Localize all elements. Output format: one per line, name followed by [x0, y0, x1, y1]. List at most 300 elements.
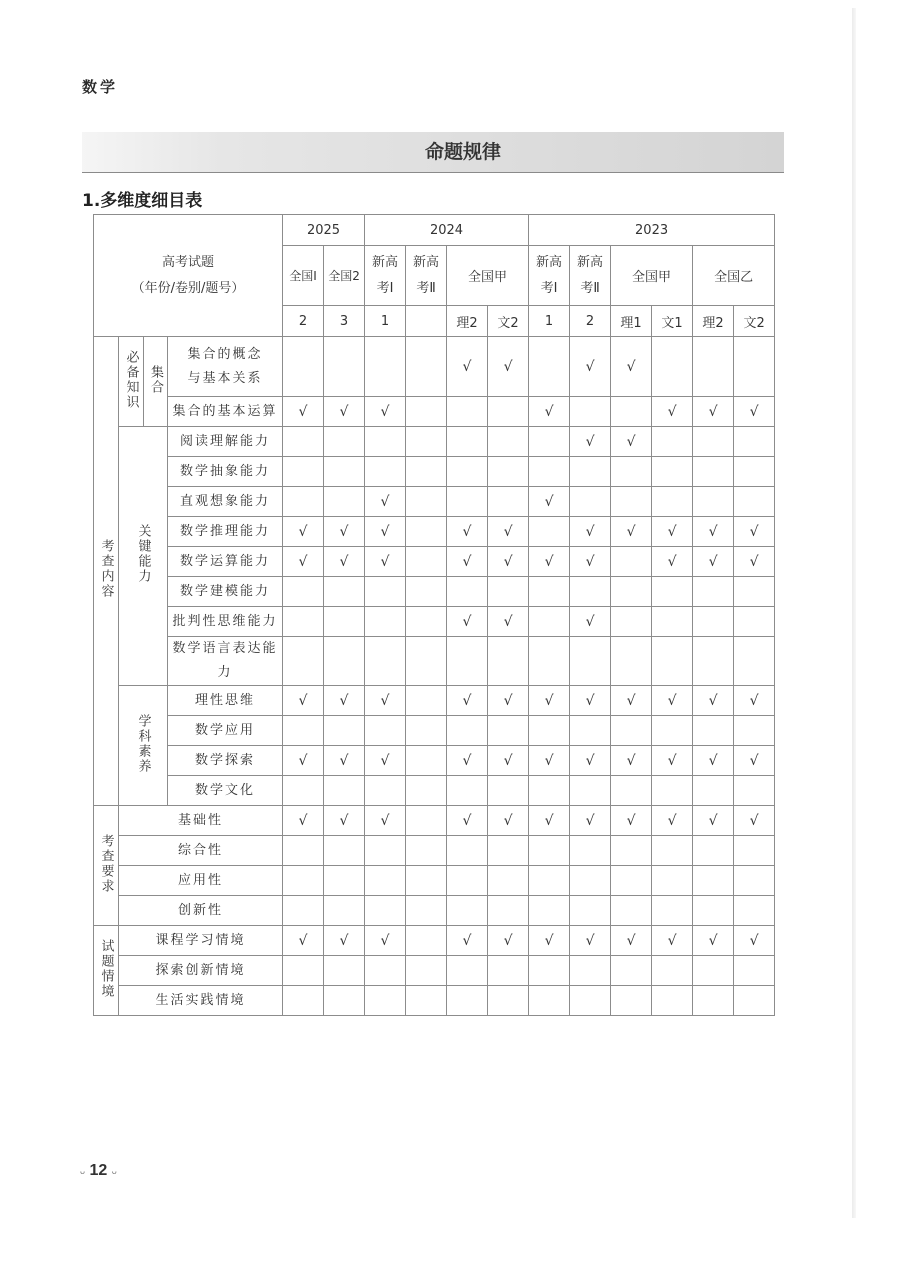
table-row — [94, 547, 775, 577]
subgroup-label-literacy: 学科素养 — [119, 686, 168, 806]
check-cell — [611, 986, 652, 1016]
check-mark: √ — [585, 613, 595, 630]
row-label: 集合的基本运算 — [168, 397, 283, 427]
check-cell — [734, 806, 775, 836]
check-mark: √ — [544, 553, 554, 570]
row-label: 创新性 — [119, 896, 283, 926]
check-cell — [447, 836, 488, 866]
check-mark: √ — [503, 692, 513, 709]
check-mark: √ — [339, 553, 349, 570]
check-mark: √ — [585, 523, 595, 540]
check-mark: √ — [339, 752, 349, 769]
check-mark: √ — [298, 523, 308, 540]
check-cell — [529, 637, 570, 686]
table-row — [94, 457, 775, 487]
check-cell — [488, 337, 529, 397]
check-cell — [365, 716, 406, 746]
check-cell — [447, 427, 488, 457]
check-cell — [283, 487, 324, 517]
check-cell — [529, 517, 570, 547]
table-row — [94, 746, 775, 776]
check-mark: √ — [585, 358, 595, 375]
check-cell — [693, 746, 734, 776]
check-mark: √ — [667, 523, 677, 540]
paper-header: 全国乙 — [693, 246, 775, 306]
table-row — [94, 337, 775, 397]
question-number: 3 — [324, 306, 365, 337]
check-cell — [734, 637, 775, 686]
row-label: 探索创新情境 — [119, 956, 283, 986]
check-cell — [488, 577, 529, 607]
row-label: 数学探索 — [168, 746, 283, 776]
check-cell — [324, 896, 365, 926]
check-cell — [734, 337, 775, 397]
table-row — [94, 686, 775, 716]
check-cell — [488, 716, 529, 746]
check-cell — [529, 776, 570, 806]
check-cell — [652, 457, 693, 487]
check-cell — [529, 806, 570, 836]
table-row — [94, 806, 775, 836]
row-label: 直观想象能力 — [168, 487, 283, 517]
check-cell — [406, 896, 447, 926]
check-cell — [365, 806, 406, 836]
check-mark: √ — [749, 553, 759, 570]
check-cell — [652, 577, 693, 607]
check-mark: √ — [708, 752, 718, 769]
check-mark: √ — [708, 553, 718, 570]
check-cell — [365, 896, 406, 926]
check-cell — [734, 896, 775, 926]
check-cell — [488, 397, 529, 427]
check-cell — [406, 457, 447, 487]
table-row — [94, 866, 775, 896]
check-cell — [570, 986, 611, 1016]
check-cell — [283, 427, 324, 457]
check-cell — [324, 836, 365, 866]
year-header: 2025 — [283, 215, 365, 246]
check-cell — [611, 896, 652, 926]
check-cell — [488, 686, 529, 716]
check-cell — [447, 577, 488, 607]
check-cell — [488, 547, 529, 577]
check-mark: √ — [298, 553, 308, 570]
row-label: 综合性 — [119, 836, 283, 866]
check-cell — [611, 337, 652, 397]
check-mark: √ — [503, 358, 513, 375]
check-mark: √ — [626, 752, 636, 769]
check-cell — [611, 686, 652, 716]
check-cell — [406, 986, 447, 1016]
check-cell — [734, 517, 775, 547]
check-cell — [734, 427, 775, 457]
check-cell — [406, 517, 447, 547]
check-cell — [529, 686, 570, 716]
table-row — [94, 956, 775, 986]
check-mark: √ — [749, 752, 759, 769]
table-row — [94, 986, 775, 1016]
check-cell — [324, 487, 365, 517]
banner-title: 命题规律 — [424, 141, 501, 163]
check-mark: √ — [667, 752, 677, 769]
check-cell — [570, 686, 611, 716]
check-cell — [652, 836, 693, 866]
check-mark: √ — [503, 932, 513, 949]
paper-header: 新高 考Ⅱ — [406, 246, 447, 306]
check-cell — [529, 896, 570, 926]
check-cell — [693, 337, 734, 397]
row-label: 数学抽象能力 — [168, 457, 283, 487]
check-cell — [365, 337, 406, 397]
check-cell — [529, 337, 570, 397]
check-mark: √ — [667, 553, 677, 570]
check-cell — [324, 517, 365, 547]
check-cell — [365, 866, 406, 896]
check-cell — [611, 487, 652, 517]
check-cell — [283, 926, 324, 956]
check-cell — [734, 776, 775, 806]
page-edge-shadow — [852, 8, 856, 1218]
check-cell — [283, 337, 324, 397]
check-cell — [365, 746, 406, 776]
paper-header: 新高 考Ⅱ — [570, 246, 611, 306]
check-cell — [283, 686, 324, 716]
check-cell — [406, 836, 447, 866]
check-cell — [652, 776, 693, 806]
question-number: 理1 — [611, 306, 652, 337]
check-cell — [365, 427, 406, 457]
row-label: 基础性 — [119, 806, 283, 836]
check-mark: √ — [585, 752, 595, 769]
check-cell — [570, 806, 611, 836]
check-cell — [324, 686, 365, 716]
check-cell — [324, 457, 365, 487]
check-cell — [488, 607, 529, 637]
check-cell — [529, 607, 570, 637]
check-cell — [365, 926, 406, 956]
check-mark: √ — [339, 812, 349, 829]
check-cell — [570, 896, 611, 926]
check-cell — [406, 337, 447, 397]
check-cell — [488, 637, 529, 686]
check-mark: √ — [339, 403, 349, 420]
check-cell — [406, 637, 447, 686]
check-cell — [570, 427, 611, 457]
paper-header: 全国甲 — [447, 246, 529, 306]
table-row — [94, 517, 775, 547]
corner-header — [94, 215, 283, 337]
check-cell — [693, 397, 734, 427]
check-cell — [488, 956, 529, 986]
check-cell — [447, 397, 488, 427]
check-cell — [611, 637, 652, 686]
check-cell — [570, 547, 611, 577]
detail-table — [93, 214, 775, 1016]
check-cell — [734, 397, 775, 427]
check-mark: √ — [749, 523, 759, 540]
group-label-requirements: 考查要求 — [94, 806, 119, 926]
check-cell — [529, 397, 570, 427]
check-cell — [365, 457, 406, 487]
check-cell — [324, 637, 365, 686]
check-cell — [365, 776, 406, 806]
check-cell — [365, 397, 406, 427]
subject-label: 数学 — [82, 78, 119, 96]
check-cell — [283, 986, 324, 1016]
check-cell — [611, 577, 652, 607]
section-heading: 1.多维度细目表 — [82, 191, 203, 211]
check-cell — [611, 457, 652, 487]
check-cell — [693, 517, 734, 547]
check-cell — [447, 547, 488, 577]
subgroup-label-abilities: 关键能力 — [119, 427, 168, 686]
check-cell — [734, 926, 775, 956]
check-cell — [652, 686, 693, 716]
check-cell — [529, 577, 570, 607]
check-mark: √ — [626, 358, 636, 375]
check-cell — [570, 746, 611, 776]
check-mark: √ — [503, 752, 513, 769]
check-cell — [693, 806, 734, 836]
check-cell — [447, 517, 488, 547]
check-cell — [693, 836, 734, 866]
check-cell — [611, 776, 652, 806]
question-number: 1 — [529, 306, 570, 337]
question-number: 1 — [365, 306, 406, 337]
check-cell — [365, 686, 406, 716]
question-number: 文1 — [652, 306, 693, 337]
paper-header: 全国甲 — [611, 246, 693, 306]
check-cell — [324, 746, 365, 776]
check-cell — [734, 686, 775, 716]
check-cell — [693, 487, 734, 517]
corner-label: 高考试题 （年份/卷别/题号） — [131, 254, 245, 296]
paper-header: 全国2 — [324, 246, 365, 306]
check-cell — [488, 836, 529, 866]
check-mark: √ — [544, 812, 554, 829]
table-row — [94, 607, 775, 637]
check-cell — [324, 337, 365, 397]
check-cell — [447, 716, 488, 746]
check-mark: √ — [339, 692, 349, 709]
check-cell — [734, 577, 775, 607]
check-cell — [734, 956, 775, 986]
check-cell — [611, 547, 652, 577]
check-cell — [693, 637, 734, 686]
check-cell — [447, 866, 488, 896]
check-cell — [283, 776, 324, 806]
row-label: 生活实践情境 — [119, 986, 283, 1016]
check-mark: √ — [503, 812, 513, 829]
question-number — [406, 306, 447, 337]
check-mark: √ — [544, 403, 554, 420]
check-cell — [324, 926, 365, 956]
check-mark: √ — [749, 692, 759, 709]
check-cell — [570, 457, 611, 487]
check-cell — [693, 866, 734, 896]
row-label: 数学语言表达能力 — [168, 637, 283, 686]
check-cell — [365, 577, 406, 607]
check-cell — [652, 607, 693, 637]
check-mark: √ — [585, 812, 595, 829]
check-mark: √ — [544, 932, 554, 949]
check-cell — [447, 487, 488, 517]
check-cell — [734, 866, 775, 896]
question-number: 2 — [570, 306, 611, 337]
check-cell — [570, 716, 611, 746]
row-label: 数学推理能力 — [168, 517, 283, 547]
check-mark: √ — [667, 812, 677, 829]
check-cell — [283, 896, 324, 926]
check-mark: √ — [380, 752, 390, 769]
check-cell — [611, 427, 652, 457]
check-cell — [611, 517, 652, 547]
check-cell — [529, 836, 570, 866]
check-cell — [447, 607, 488, 637]
check-mark: √ — [544, 493, 554, 510]
check-cell — [488, 457, 529, 487]
check-cell — [365, 517, 406, 547]
row-label: 集合的概念 与基本关系 — [168, 337, 283, 397]
check-mark: √ — [298, 932, 308, 949]
check-cell — [611, 806, 652, 836]
check-mark: √ — [380, 692, 390, 709]
check-mark: √ — [339, 523, 349, 540]
check-mark: √ — [749, 403, 759, 420]
check-cell — [529, 746, 570, 776]
check-cell — [693, 776, 734, 806]
check-cell — [734, 457, 775, 487]
check-cell — [693, 896, 734, 926]
table-row — [94, 427, 775, 457]
check-cell — [406, 397, 447, 427]
check-cell — [488, 926, 529, 956]
check-cell — [406, 806, 447, 836]
check-cell — [447, 457, 488, 487]
check-cell — [447, 986, 488, 1016]
check-cell — [283, 637, 324, 686]
row-label: 批判性思维能力 — [168, 607, 283, 637]
check-cell — [652, 716, 693, 746]
check-cell — [406, 427, 447, 457]
table-row — [94, 716, 775, 746]
check-cell — [529, 716, 570, 746]
check-cell — [283, 806, 324, 836]
check-cell — [529, 547, 570, 577]
row-label: 理性思维 — [168, 686, 283, 716]
check-cell — [324, 776, 365, 806]
check-cell — [447, 806, 488, 836]
check-cell — [488, 427, 529, 457]
check-cell — [570, 517, 611, 547]
check-cell — [365, 637, 406, 686]
table-row — [94, 836, 775, 866]
check-cell — [283, 746, 324, 776]
group-label-content: 考查内容 — [94, 337, 119, 806]
check-cell — [529, 926, 570, 956]
check-cell — [652, 337, 693, 397]
check-mark: √ — [462, 692, 472, 709]
check-cell — [324, 866, 365, 896]
check-cell — [283, 457, 324, 487]
paper-header: 新高 考Ⅰ — [365, 246, 406, 306]
check-cell — [447, 776, 488, 806]
check-cell — [447, 896, 488, 926]
check-mark: √ — [708, 692, 718, 709]
check-cell — [324, 577, 365, 607]
page-footer — [80, 1162, 117, 1180]
check-cell — [611, 607, 652, 637]
table-row — [94, 896, 775, 926]
check-mark: √ — [462, 358, 472, 375]
table-row — [94, 577, 775, 607]
section-banner — [82, 132, 784, 173]
check-cell — [283, 607, 324, 637]
check-cell — [406, 746, 447, 776]
check-mark: √ — [339, 932, 349, 949]
check-cell — [406, 776, 447, 806]
check-mark: √ — [298, 812, 308, 829]
row-label: 阅读理解能力 — [168, 427, 283, 457]
table-row — [94, 487, 775, 517]
check-cell — [283, 397, 324, 427]
check-mark: √ — [626, 812, 636, 829]
check-cell — [406, 607, 447, 637]
check-mark: √ — [503, 523, 513, 540]
check-cell — [406, 956, 447, 986]
check-mark: √ — [544, 692, 554, 709]
table-row — [94, 637, 775, 686]
check-cell — [734, 836, 775, 866]
check-cell — [529, 457, 570, 487]
ornament-icon: ᴗ — [80, 1165, 86, 1176]
table-row — [94, 926, 775, 956]
check-mark: √ — [462, 812, 472, 829]
check-mark: √ — [544, 752, 554, 769]
paper-header: 全国Ⅰ — [283, 246, 324, 306]
check-cell — [406, 866, 447, 896]
check-mark: √ — [380, 932, 390, 949]
check-cell — [652, 427, 693, 457]
year-header: 2023 — [529, 215, 775, 246]
check-cell — [570, 866, 611, 896]
check-cell — [570, 926, 611, 956]
check-mark: √ — [462, 523, 472, 540]
row-label: 数学应用 — [168, 716, 283, 746]
check-cell — [365, 607, 406, 637]
check-mark: √ — [585, 433, 595, 450]
check-cell — [324, 806, 365, 836]
check-cell — [693, 457, 734, 487]
check-cell — [283, 866, 324, 896]
check-mark: √ — [380, 553, 390, 570]
check-mark: √ — [298, 403, 308, 420]
check-mark: √ — [503, 613, 513, 630]
check-cell — [652, 547, 693, 577]
row-label: 数学文化 — [168, 776, 283, 806]
check-cell — [693, 986, 734, 1016]
table-row — [94, 397, 775, 427]
check-cell — [324, 607, 365, 637]
check-mark: √ — [380, 493, 390, 510]
year-header: 2024 — [365, 215, 529, 246]
check-cell — [611, 836, 652, 866]
check-cell — [693, 686, 734, 716]
check-cell — [406, 686, 447, 716]
check-cell — [488, 517, 529, 547]
check-cell — [529, 956, 570, 986]
check-cell — [324, 716, 365, 746]
